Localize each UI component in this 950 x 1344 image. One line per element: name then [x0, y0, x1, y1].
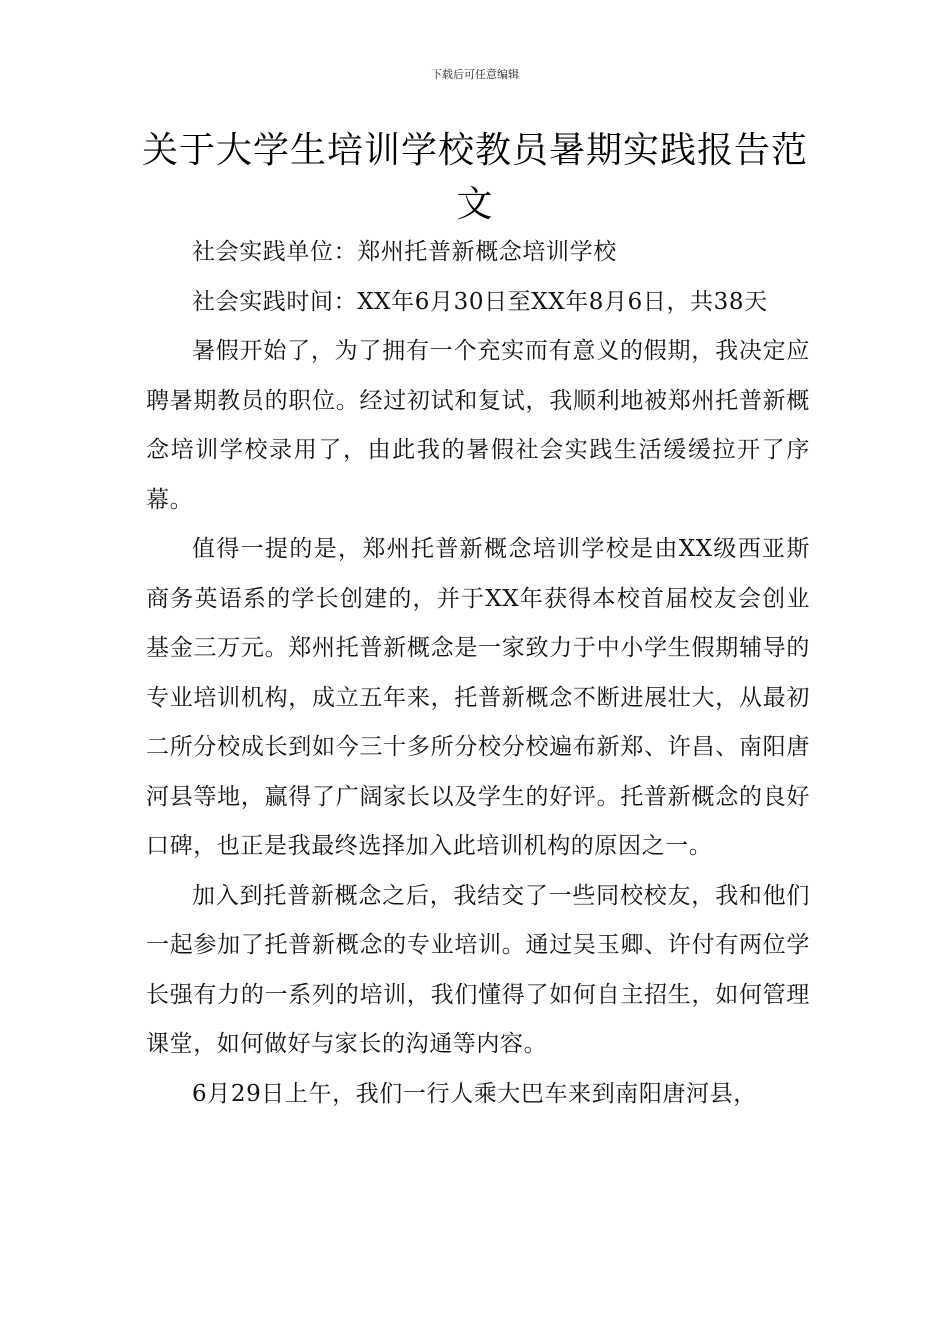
header-note: 下载后可任意编辑 — [431, 68, 519, 81]
paragraph-practice-time: 社会实践时间：XX年6月30日至XX年8月6日，共38天 — [192, 288, 768, 315]
paragraph: 加入到托普新概念之后，我结交了一些同校校友，我和他们一起参加了托普新概念的专业培训。通过吴玉卿、许付有两位学长强有力的一系列的培训，我们懂得了如何自主招生，如何管理课堂，如何做好与家长的沟通等内容。 — [146, 882, 810, 1057]
paragraph: 暑假开始了，为了拥有一个充实而有意义的假期，我决定应聘暑期教员的职位。经过初试和复试，我顺利地被郑州托普新概念培训学校录用了，由此我的暑假社会实践生活缓缓拉开了序幕。 — [146, 338, 810, 513]
document-body — [146, 228, 810, 1119]
paragraph: 6月29日上午，我们一行人乘大巴车来到南阳唐河县， — [192, 1080, 757, 1107]
paragraph-practice-unit: 社会实践单位：郑州托普新概念培训学校 — [192, 239, 617, 265]
document-title: 关于大学生培训学校教员暑期实践报告范文 — [141, 130, 808, 225]
paragraph: 值得一提的是，郑州托普新概念培训学校是由XX级西亚斯商务英语系的学长创建的，并于XX年获得本校首届校友会创业基金三万元。郑州托普新概念是一家致力于中小学生假期辅导的专业培训机构，成立五年来，托普新概念不断进展壮大，从最初二所分校成长到如今三十多所分校分校遍布新郑、许昌、南阳唐河县等地，赢得了广阔家长以及学生的好评。托普新概念的良好口碑，也正是我最终选择加入此培训机构的原因之一。 — [146, 536, 810, 859]
